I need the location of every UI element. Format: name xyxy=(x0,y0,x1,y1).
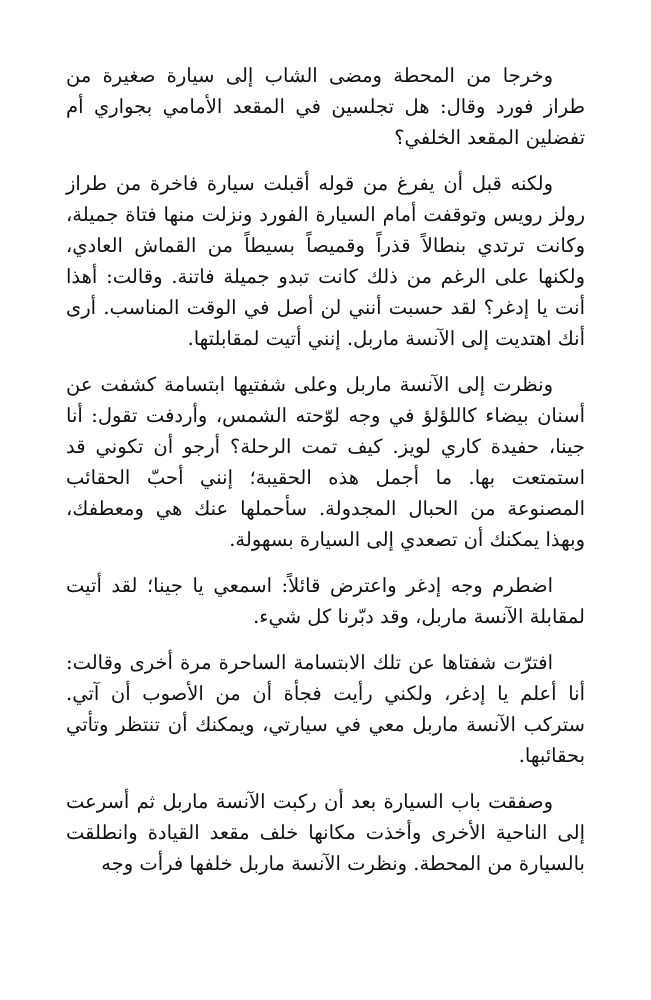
paragraph-6: وصفقت باب السيارة بعد أن ركبت الآنسة ماربل ثم أسرعت إلى الناحية الأخرى وأخذت مكانها خلف مقعد القيادة وانطلقت بالسيارة من المحطة. ونظرت الآنسة ماربل خلفها فرأت وجه xyxy=(66,790,585,875)
paragraph-5: افترّت شفتاها عن تلك الابتسامة الساحرة مرة أخرى وقالت: أنا أعلم يا إدغر، ولكني رأيت فجأة أن من الأصوب أن آتي. ستركب الآنسة ماربل معي في سيارتي، ويمكنك أن تنتظر وتأتي بحقائبها. xyxy=(66,651,585,767)
paragraph-3: ونظرت إلى الآنسة ماربل وعلى شفتيها ابتسامة كشفت عن أسنان بيضاء كاللؤلؤ في وجه لوّحته الشمس، وأردفت تقول: أنا جينا، حفيدة كاري لويز. كيف تمت الرحلة؟ أرجو أن تكوني قد استمتعت بها. ما أجمل هذه الحقيبة؛ إنني أحبّ الحقائب المصنوعة من الحبال المجدولة. سأحملها عنك هي ومعطفك، وبهذا يمكنك أن تصعدي إلى السيارة بسهولة. xyxy=(66,373,585,551)
paragraph-2: ولكنه قبل أن يفرغ من قوله أقبلت سيارة فاخرة من طراز رولز رويس وتوقفت أمام السيارة الفورد ونزلت منها فتاة جميلة، وكانت ترتدي بنطالاً قذراً وقميصاً بسيطاً من القماش العادي، ولكنها على الرغم من ذلك كانت تبدو جميلة فاتنة. وقالت: أهذا أنت يا إدغر؟ لقد حسبت أنني لن أصل في الوقت المناسب. أرى أنك اهتديت إلى الآنسة ماربل. إنني أتيت لمقابلتها. xyxy=(66,172,585,350)
paragraph-1: وخرجا من المحطة ومضى الشاب إلى سيارة صغيرة من طراز فورد وقال: هل تجلسين في المقعد الأمامي بجواري أم تفضلين المقعد الخلفي؟ xyxy=(66,64,585,149)
paragraph-4: اضطرم وجه إدغر واعترض قائلاً: اسمعي يا جينا؛ لقد أتيت لمقابلة الآنسة ماربل، وقد دبّرنا كل شيء. xyxy=(66,574,585,628)
